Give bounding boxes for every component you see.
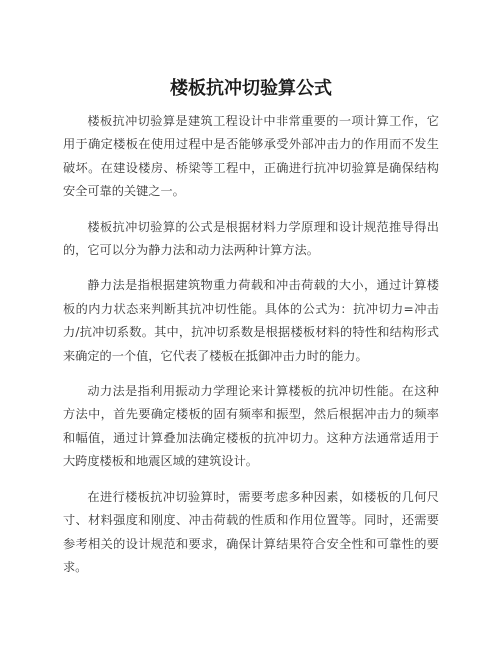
- paragraph-static-method: 静力法是指根据建筑物重力荷载和冲击荷载的大小，通过计算楼板的内力状态来判断其抗冲切性能。具体的公式为：抗冲切力=冲击力/抗冲切系数。其中，抗冲切系数是根据楼板材料的特性和结构形式来确定的一个值，它代表了楼板在抵御冲击力时的能力。: [63, 278, 439, 363]
- document-body: [63, 110, 439, 591]
- paragraph-formula-overview: 楼板抗冲切验算的公式是根据材料力学原理和设计规范推导得出的，它可以分为静力法和动力法两种计算方法。: [63, 219, 439, 258]
- paragraph-considerations: 在进行楼板抗冲切验算时，需要考虑多种因素，如楼板的几何尺寸、材料强度和刚度、冲击荷载的性质和作用位置等。同时，还需要参考相关的设计规范和要求，确保计算结果符合安全性和可靠性的要求。: [63, 489, 439, 574]
- paragraph-intro: 楼板抗冲切验算是建筑工程设计中非常重要的一项计算工作，它用于确定楼板在使用过程中是否能够承受外部冲击力的作用而不发生破坏。在建设楼房、桥梁等工程中，正确进行抗冲切验算是确保结构安全可靠的关键之一。: [63, 114, 439, 199]
- paragraph-dynamic-method: 动力法是指利用振动力学理论来计算楼板的抗冲切性能。在这种方法中，首先要确定楼板的固有频率和振型，然后根据冲击力的频率和幅值，通过计算叠加法确定楼板的抗冲切力。这种方法通常适用于大跨度楼板和地震区域的建筑设计。: [63, 384, 439, 469]
- document-title: 楼板抗冲切验算公式: [170, 78, 332, 99]
